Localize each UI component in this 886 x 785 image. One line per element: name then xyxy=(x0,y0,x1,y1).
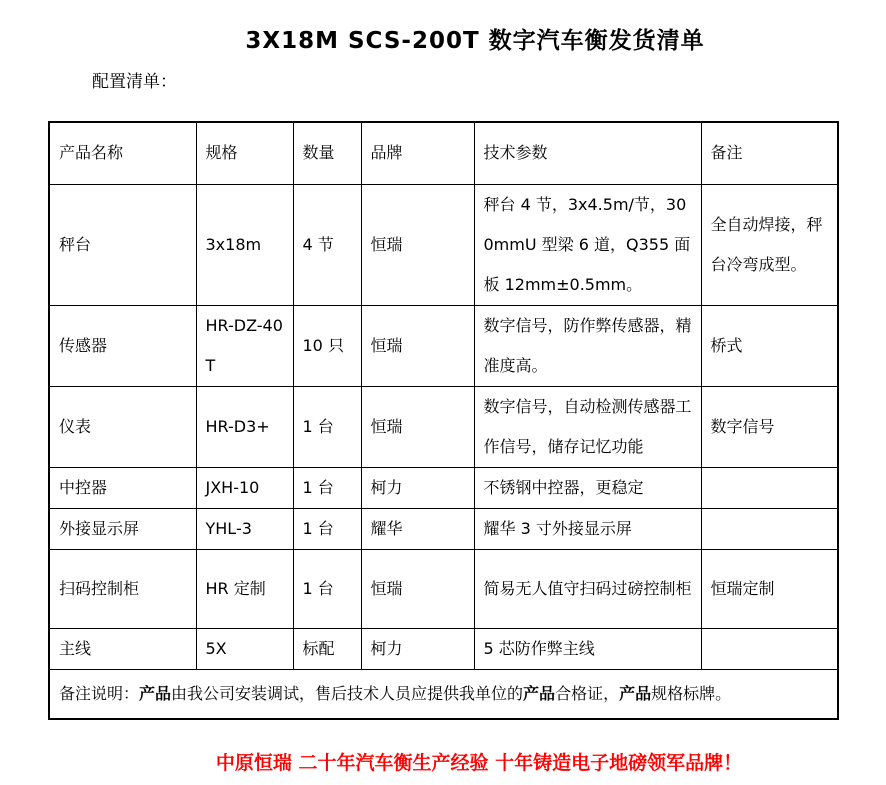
cell-spec: YHL-3 xyxy=(196,508,293,549)
cell-remark: 桥式 xyxy=(701,305,838,386)
cell-tech-params: 秤台 4 节，3x4.5m/节，300mmU 型梁 6 道，Q355 面板 12mm±0.5mm。 xyxy=(474,184,701,305)
cell-product-name: 仪表 xyxy=(49,386,196,467)
cell-spec: 3x18m xyxy=(196,184,293,305)
table-row xyxy=(49,305,838,386)
config-table xyxy=(48,121,839,720)
footer-note-text: 产品 xyxy=(619,683,652,703)
table-row xyxy=(49,386,838,467)
cell-product-name: 中控器 xyxy=(49,467,196,508)
cell-remark: 数字信号 xyxy=(701,386,838,467)
cell-remark xyxy=(701,467,838,508)
cell-brand: 恒瑞 xyxy=(361,184,474,305)
slogan-text: 中原恒瑞 二十年汽车衡生产经验 十年铸造电子地磅领军品牌！ xyxy=(215,752,743,774)
cell-product-name: 外接显示屏 xyxy=(49,508,196,549)
footer-note-text: 由我公司安装调试，售后技术人员应提供我单位的 xyxy=(171,683,524,703)
cell-spec: HR-D3+ xyxy=(196,386,293,467)
table-header-row xyxy=(49,122,838,184)
footer-note-cell xyxy=(49,669,838,719)
cell-spec: HR 定制 xyxy=(196,549,293,628)
cell-quantity: 4 节 xyxy=(293,184,361,305)
header-brand: 品牌 xyxy=(361,122,474,184)
cell-brand: 柯力 xyxy=(361,467,474,508)
header-quantity: 数量 xyxy=(293,122,361,184)
cell-quantity: 标配 xyxy=(293,628,361,669)
cell-remark: 全自动焊接，秤台冷弯成型。 xyxy=(701,184,838,305)
cell-brand: 柯力 xyxy=(361,628,474,669)
table-footer-row xyxy=(49,669,838,719)
cell-tech-params: 不锈钢中控器，更稳定 xyxy=(474,467,701,508)
table-row xyxy=(49,467,838,508)
cell-brand: 恒瑞 xyxy=(361,549,474,628)
header-remark: 备注 xyxy=(701,122,838,184)
config-list-label: 配置清单： xyxy=(92,72,177,92)
cell-quantity: 1 台 xyxy=(293,549,361,628)
table-row xyxy=(49,628,838,669)
cell-tech-params: 5 芯防作弊主线 xyxy=(474,628,701,669)
cell-tech-params: 数字信号，防作弊传感器，精准度高。 xyxy=(474,305,701,386)
footer-note-label: 备注说明： xyxy=(59,683,140,703)
footer-note-text: 合格证， xyxy=(555,683,620,703)
cell-quantity: 10 只 xyxy=(293,305,361,386)
document-title: 3X18M SCS-200T 数字汽车衡发货清单 xyxy=(245,28,705,54)
cell-product-name: 主线 xyxy=(49,628,196,669)
header-product-name: 产品名称 xyxy=(49,122,196,184)
cell-product-name: 扫码控制柜 xyxy=(49,549,196,628)
cell-quantity: 1 台 xyxy=(293,467,361,508)
cell-brand: 恒瑞 xyxy=(361,305,474,386)
footer-note-text: 产品 xyxy=(523,683,556,703)
header-tech-params: 技术参数 xyxy=(474,122,701,184)
cell-quantity: 1 台 xyxy=(293,508,361,549)
cell-brand: 恒瑞 xyxy=(361,386,474,467)
cell-tech-params: 简易无人值守扫码过磅控制柜 xyxy=(474,549,701,628)
cell-tech-params: 耀华 3 寸外接显示屏 xyxy=(474,508,701,549)
cell-product-name: 传感器 xyxy=(49,305,196,386)
table-row xyxy=(49,549,838,628)
cell-product-name: 秤台 xyxy=(49,184,196,305)
cell-tech-params: 数字信号，自动检测传感器工作信号，储存记忆功能 xyxy=(474,386,701,467)
cell-brand: 耀华 xyxy=(361,508,474,549)
cell-spec: 5X xyxy=(196,628,293,669)
cell-spec: JXH-10 xyxy=(196,467,293,508)
cell-remark xyxy=(701,628,838,669)
footer-note-text: 规格标牌。 xyxy=(651,683,732,703)
footer-note-text: 产品 xyxy=(139,683,172,703)
cell-remark xyxy=(701,508,838,549)
header-spec: 规格 xyxy=(196,122,293,184)
cell-spec: HR-DZ-40T xyxy=(196,305,293,386)
cell-remark: 恒瑞定制 xyxy=(701,549,838,628)
cell-quantity: 1 台 xyxy=(293,386,361,467)
table-row xyxy=(49,184,838,305)
table-row xyxy=(49,508,838,549)
